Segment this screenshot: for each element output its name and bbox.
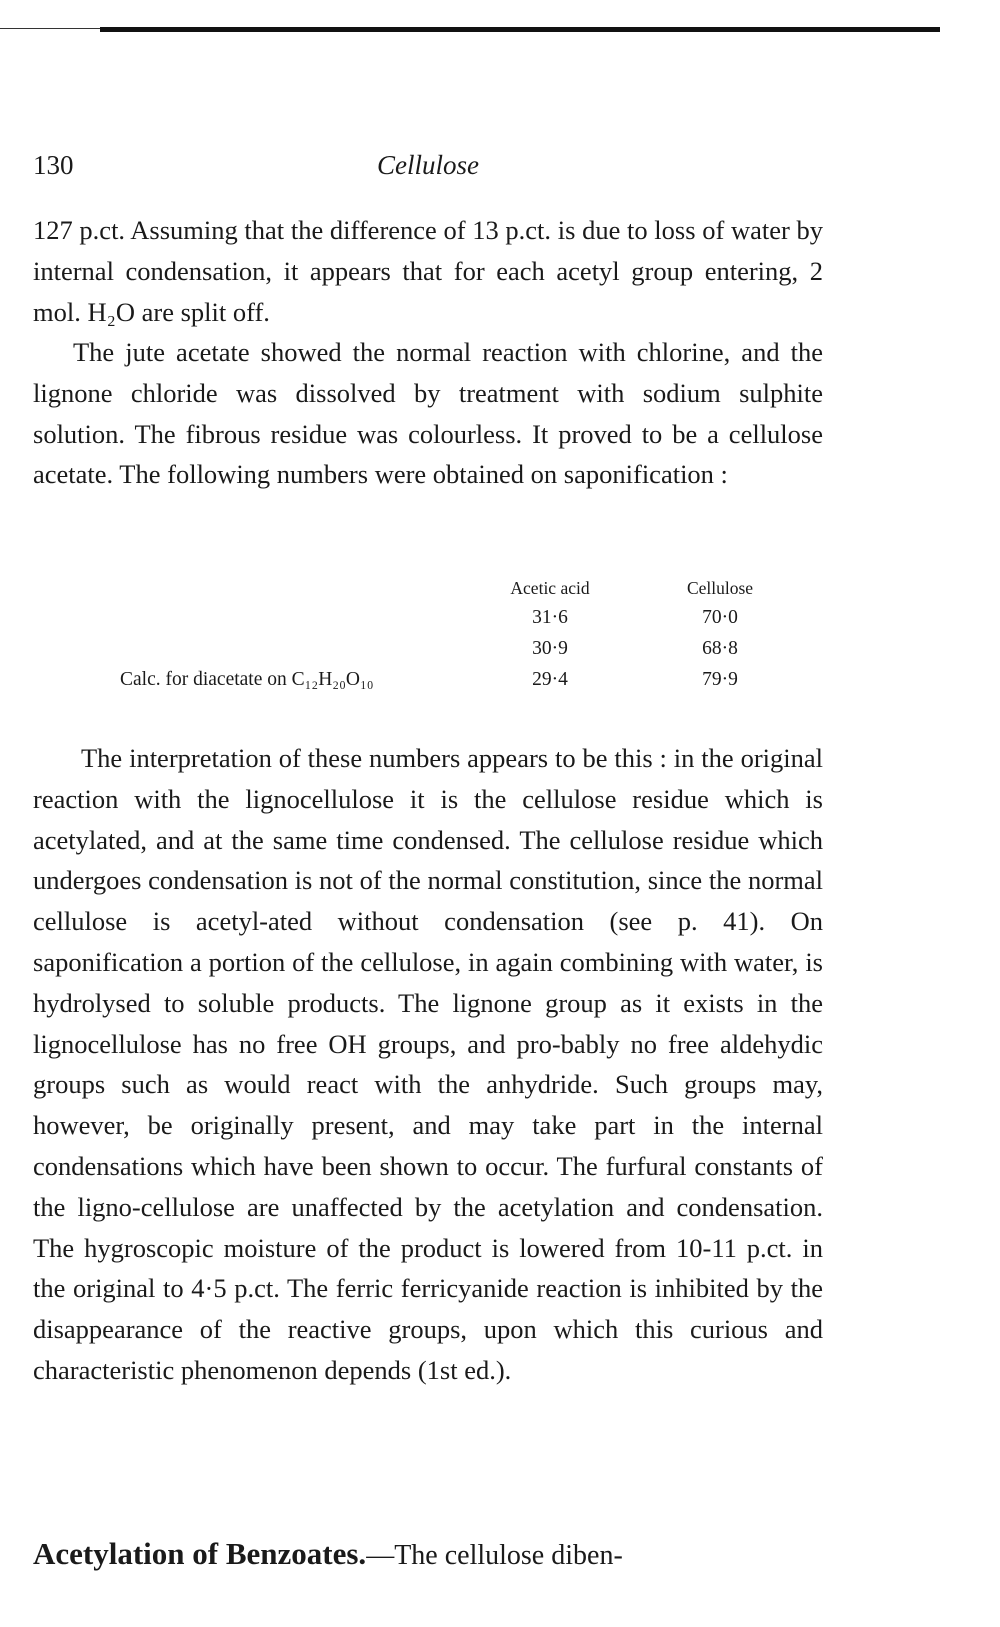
table-row <box>120 633 820 664</box>
column-header-cellulose: Cellulose <box>686 577 754 598</box>
table-header-blank <box>120 574 480 602</box>
row-label-calc-diacetate: Calc. for diacetate on C₁₂H₂₀O₁₀ <box>120 668 374 690</box>
cellulose-value: 79·9 <box>702 668 738 690</box>
table-header-row <box>120 574 820 602</box>
column-header-acetic-acid: Acetic acid <box>510 577 590 598</box>
acetic-value: 30·9 <box>532 637 568 659</box>
paragraph-4 <box>33 1534 823 1577</box>
paragraph-3: The interpretation of these numbers appears to be this : in the original reaction with the lignocellulose it is the cellulose residue which is acetylated, and at the same time condensed. The cellulose residue which undergoes condensation is not of the normal constitution, since the normal cellulose is acetyl-ated without condensation (see p. 41). On saponification a portion of the cellulose, in again combining with water, is hydrolysed to soluble products. The lignone group as it exists in the lignocellulose has no free OH groups, and pro-bably no free aldehydic groups such as would react with the anhydride. Such groups may, however, be originally present, and may take part in the internal condensations which have been shown to occur. The furfural constants of the ligno-cellulose are unaffected by the acetylation and condensation. The hygroscopic moisture of the product is lowered from 10-11 p.ct. in the original to 4·5 p.ct. The ferric ferricyanide reaction is inhibited by the disappearance of the reactive groups, upon which this curious and characteristic phenomenon depends (1st ed.). <box>33 743 823 1385</box>
row-label <box>120 633 480 664</box>
paragraph-2: The jute acetate showed the normal reaction with chlorine, and the lignone chloride was dissolved by treatment with sodium sulphite solution. The fibrous residue was colourless. It proved to be a cellulose acetate. The following numbers were obtained on saponification : <box>33 337 823 490</box>
paragraph-1: 127 p.ct. Assuming that the difference of 13 p.ct. is due to loss of water by internal condensation, it appears that for each acetyl group entering, 2 mol. H₂O are split off. <box>33 215 823 327</box>
section-heading: Acetylation of Benzoates. <box>33 1536 367 1571</box>
cellulose-value: 70·0 <box>702 606 738 628</box>
page-number: 130 <box>33 150 74 180</box>
acetic-value: 31·6 <box>532 606 568 628</box>
saponification-table <box>120 574 820 695</box>
table-row <box>120 602 820 633</box>
acetic-value: 29·4 <box>532 668 568 690</box>
row-label <box>120 602 480 633</box>
paragraph-4-text: —The cellulose diben- <box>366 1540 623 1571</box>
running-head: Cellulose <box>377 150 479 180</box>
top-rule <box>0 26 940 34</box>
table-row <box>120 664 820 695</box>
cellulose-value: 68·8 <box>702 637 738 659</box>
page-header <box>33 150 823 190</box>
